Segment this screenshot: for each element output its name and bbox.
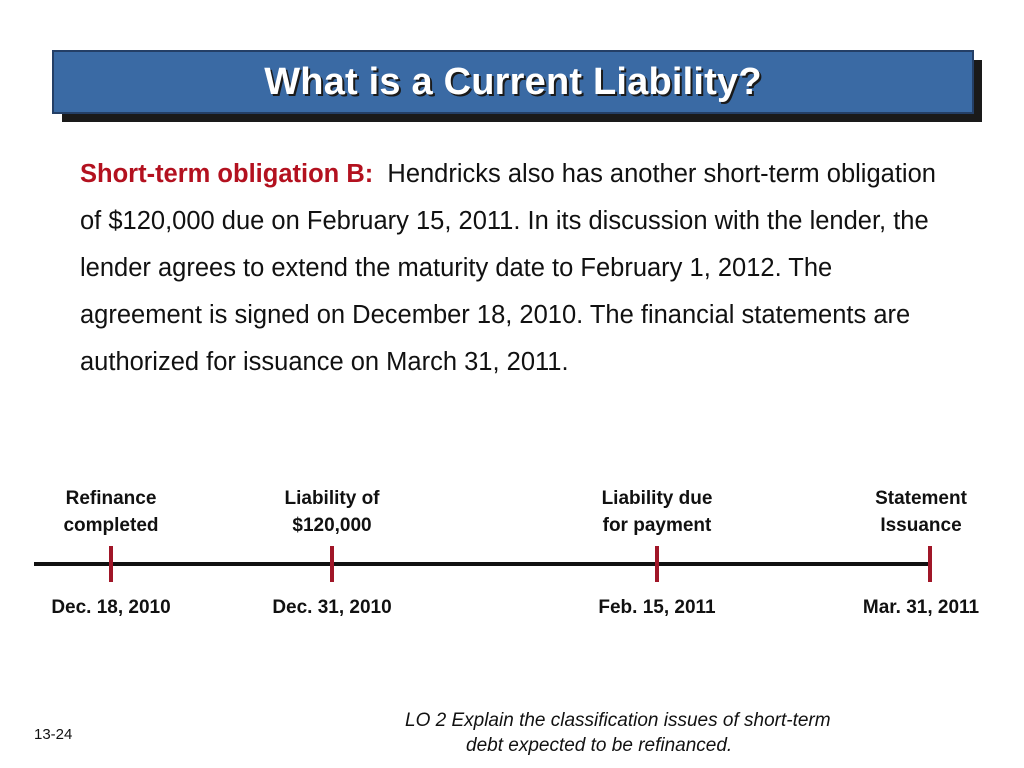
obligation-lead: Short-term obligation B: — [80, 160, 374, 188]
slide-number: 13-24 — [34, 726, 73, 743]
slide-title: What is a Current Liability? — [264, 60, 762, 103]
title-banner — [52, 50, 974, 114]
timeline-event-label — [821, 485, 1021, 539]
event-label-line1: Liability due — [601, 488, 713, 509]
event-label-line2: for payment — [602, 515, 712, 536]
timeline-date: Dec. 18, 2010 — [51, 597, 171, 618]
obligation-description: Hendricks also has another short-term obligation of $120,000 due on February 15, 2011. In its discussion with the lender, the lender agrees to extend the maturity date to February 1, 2012. The agreement is signed on December 18, 2010. The financial statements are authorized for issuance on March 31, 2011. — [80, 160, 936, 376]
timeline-date: Feb. 15, 2011 — [598, 597, 716, 618]
event-label-line1: Statement — [875, 488, 967, 509]
event-label-line2: completed — [63, 515, 159, 536]
timeline-event-label — [11, 485, 211, 539]
timeline-tick-3 — [655, 546, 659, 582]
event-label-line2: $120,000 — [292, 515, 372, 536]
timeline-event-label — [557, 485, 757, 539]
learning-objective-line1: LO 2 Explain the classification issues of short-term — [405, 710, 831, 731]
timeline-axis — [34, 562, 931, 566]
learning-objective-line2: debt expected to be refinanced. — [466, 735, 733, 756]
learning-objective — [405, 708, 831, 758]
timeline-tick-2 — [330, 546, 334, 582]
timeline-date: Mar. 31, 2011 — [862, 597, 980, 618]
event-label-line1: Liability of — [284, 488, 380, 509]
event-label-line2: Issuance — [880, 515, 962, 536]
body-paragraph — [80, 151, 960, 386]
timeline-tick-4 — [928, 546, 932, 582]
timeline-tick-1 — [109, 546, 113, 582]
timeline-event-label — [232, 485, 432, 539]
event-label-line1: Refinance — [65, 488, 157, 509]
timeline-date: Dec. 31, 2010 — [272, 597, 392, 618]
